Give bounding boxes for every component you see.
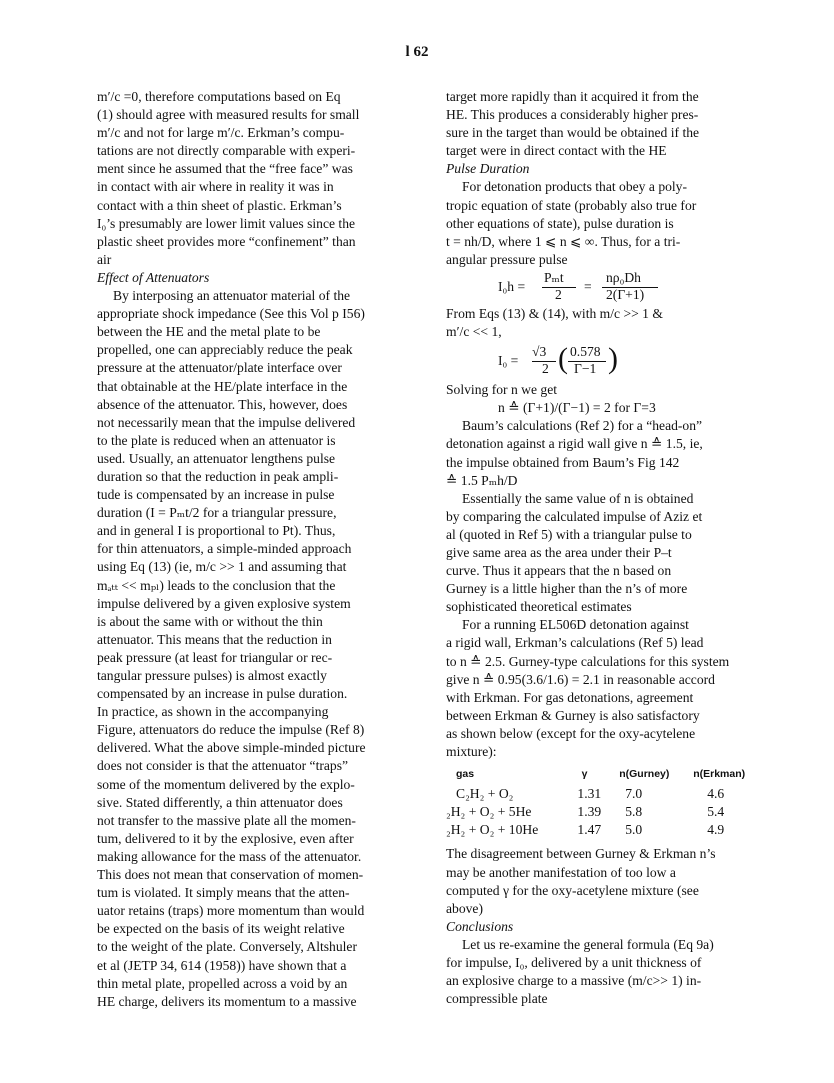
right-column — [446, 88, 768, 1008]
text-line: between Erkman & Gurney is also satisfactory — [446, 707, 700, 723]
text-line: absence of the attenuator. This, however, does — [97, 396, 348, 412]
text-line: to n ≙ 2.5. Gurney-type calculations for this system — [446, 653, 730, 669]
text-line: m′/c and not for large m′/c. Erkman’s compu- — [97, 125, 345, 141]
equation-impulse-pulse — [446, 269, 768, 305]
text-line: an explosive charge to a massive (m/c>> 1) in- — [446, 973, 702, 989]
text-line: pressure at the attenuator/plate interface over — [97, 360, 342, 376]
text-line: using Eq (13) (ie, m/c >> 1 and assuming that — [97, 559, 347, 575]
text-line: for impulse, I₀, delivered by a unit thickness of — [446, 955, 702, 971]
text-line: used. Usually, an attenuator lengthens pulse — [97, 450, 336, 466]
text-line: tum is violated. It simply means that the atten- — [97, 885, 350, 901]
text-line: Baum’s calculations (Ref 2) for a “head-on” — [462, 418, 703, 434]
text-line: sophisticated theoretical estimates — [446, 599, 632, 615]
text-line: tations are not directly comparable with experi- — [97, 143, 356, 159]
text-line: does not consider is that the attenuator “traps” — [97, 758, 349, 774]
eq-denominator: 2(Γ+1) — [606, 286, 645, 302]
text-line: Let us re-examine the general formula (Eq 9a) — [462, 936, 714, 952]
cell-n-gurney: 5.0 — [625, 822, 643, 838]
text-line: tangular pressure pulses) is almost exactly — [97, 668, 327, 683]
text-line: sive. Stated differently, a thin attenuator does — [97, 794, 343, 810]
text-line: as shown below (except for the oxy-acytelene — [446, 725, 696, 741]
text-line: making allowance for the mass of the attenuator. — [97, 848, 362, 864]
text-line: angular pressure pulse — [446, 251, 568, 267]
cell-gamma: 1.47 — [577, 822, 602, 838]
cell-gas: ₂H₂ + O₂ + 5He — [446, 804, 532, 820]
text-line: peak pressure (at least for triangular or rec- — [97, 649, 333, 665]
text-line: I₀’s presumably are lower limit values since the — [97, 215, 356, 231]
text-line: (1) should agree with measured results for small — [97, 107, 360, 123]
text-line: For detonation products that obey a poly- — [462, 179, 688, 195]
text-line: give n ≙ 0.95(3.6/1.6) = 2.1 in reasonable accord — [446, 671, 715, 687]
eq-denominator: 2 — [555, 286, 562, 302]
text-line: Gurney is a little higher than the n’s of more — [446, 581, 688, 597]
eq-lhs: I₀ = — [498, 353, 519, 369]
eq-numerator: 0.578 — [570, 344, 601, 360]
text-line: target more rapidly than it acquired it from the — [446, 89, 699, 104]
gas-detonation-table — [446, 765, 768, 839]
text-line: al (quoted in Ref 5) with a triangular pulse to — [446, 526, 692, 542]
text-line: not transfer to the massive plate all the momen- — [97, 812, 356, 828]
cell-n-erkman: 4.6 — [707, 786, 725, 802]
text-line: a rigid wall, Erkman’s calculations (Ref 5) lead — [446, 635, 704, 651]
cell-n-gurney: 7.0 — [625, 786, 643, 802]
text-line: to the weight of the plate. Conversely, Altshuler — [97, 939, 357, 955]
eq-equals: = — [584, 278, 592, 294]
table-row — [446, 821, 768, 839]
text-line: that obtainable at the HE/plate interface in the — [97, 378, 348, 394]
text-line: compressible plate — [446, 991, 548, 1007]
text-line: target were in direct contact with the HE — [446, 143, 667, 159]
text-line: duration (I = Pₘt/2 for a triangular pressure, — [97, 505, 337, 521]
col-header-gas: gas — [456, 768, 475, 781]
text-line: HE. This produces a considerably higher pres- — [446, 107, 699, 123]
text-line: thin metal plate, propelled across a void by an — [97, 975, 348, 991]
text-line: and in general I is proportional to Pt). Thus, — [97, 523, 336, 539]
col-header-n-erkman: n(Erkman) — [693, 768, 746, 781]
text-line: above) — [446, 900, 483, 916]
cell-n-erkman: 5.4 — [707, 804, 725, 820]
text-line: For a running EL506D detonation against — [462, 617, 689, 633]
text-line: sure in the target than would be obtained if the — [446, 125, 700, 141]
section-heading-conclusions: Conclusions — [446, 918, 514, 934]
text-line: mₐₜₜ << mₚₗ) leads to the conclusion that the — [97, 577, 336, 593]
table-row — [446, 803, 768, 821]
text-line: the impulse obtained from Baum’s Fig 142 — [446, 454, 680, 470]
equation-impulse-gamma: I₀ = √3 2 ( 0.578 Γ−1 ) — [446, 341, 768, 381]
cell-gamma: 1.39 — [577, 804, 602, 820]
text-line: HE charge, delivers its momentum to a massive — [97, 993, 357, 1009]
col-header-gamma: γ — [581, 768, 588, 781]
text-line: m′/c << 1, — [446, 324, 502, 340]
cell-gamma: 1.31 — [577, 786, 602, 802]
text-line: be expected on the basis of its weight relative — [97, 921, 345, 937]
text-line: with Erkman. For gas detonations, agreement — [446, 689, 694, 705]
text-line: some of the momentum delivered by the explo- — [97, 776, 355, 792]
text-line: et al (JETP 34, 614 (1958)) have shown that a — [97, 957, 347, 973]
eq-lhs: I₀h = — [498, 278, 526, 294]
text-line: propelled, one can appreciably reduce the peak — [97, 342, 353, 358]
text-line: ≙ 1.5 Pₘh/D — [446, 472, 518, 488]
page-number: l 62 — [405, 44, 429, 60]
text-line: uator retains (traps) more momentum than would — [97, 903, 365, 919]
eq-sqrt: √3 — [532, 344, 547, 360]
table-row — [446, 785, 768, 803]
text-line: m′/c =0, therefore computations based on Eq — [97, 89, 341, 104]
text-line: appropriate shock impedance (See this Vol p I56) — [97, 306, 365, 322]
text-line: attenuator. This means that the reduction in — [97, 631, 332, 647]
text-line: tum, delivered to it by the explosive, even after — [97, 830, 354, 846]
text-line: From Eqs (13) & (14), with m/c >> 1 & — [446, 305, 663, 321]
text-line: ment since he assumed that the “free face” was — [97, 161, 353, 177]
text-line: tude is compensated by an increase in pulse — [97, 487, 335, 503]
equation-n: n ≙ (Γ+1)/(Γ−1) = 2 for Γ=3 — [498, 400, 656, 416]
eq-denominator: 2 — [542, 361, 549, 377]
text-line: curve. Thus it appears that the n based on — [446, 563, 672, 579]
text-line: give same area as the area under their P–t — [446, 544, 672, 560]
left-column — [97, 88, 409, 1011]
text-line: detonation against a rigid wall give n ≙ 1.5, ie, — [446, 436, 703, 452]
text-line: by comparing the calculated impulse of Aziz et — [446, 508, 703, 524]
cell-gas: ₂H₂ + O₂ + 10He — [446, 822, 539, 838]
col-header-n-gurney: n(Gurney) — [619, 768, 670, 781]
text-line: Figure, attenuators do reduce the impulse (Ref 8) — [97, 722, 365, 738]
eq-numerator: nρ₀Dh — [606, 269, 641, 285]
text-line: The disagreement between Gurney & Erkman n’s — [446, 846, 716, 862]
text-line: may be another manifestation of too low a — [446, 864, 676, 880]
text-line: mixture): — [446, 744, 497, 759]
cell-n-gurney: 5.8 — [625, 804, 643, 820]
section-heading-pulse-duration: Pulse Duration — [446, 161, 530, 177]
text-line: contact with a thin sheet of plastic. Erkman’s — [97, 197, 342, 213]
text-line: is about the same with or without the thin — [97, 613, 323, 629]
text-line: t = nh/D, where 1 ⩽ n ⩽ ∞. Thus, for a tri- — [446, 233, 681, 249]
text-line: This does not mean that conservation of momen- — [97, 867, 364, 883]
text-line: to the plate is reduced when an attenuator is — [97, 432, 336, 448]
text-line: delivered. What the above simple-minded picture — [97, 740, 366, 756]
table-header-row — [446, 765, 768, 785]
text-line: Essentially the same value of n is obtained — [462, 490, 694, 506]
text-line: other equations of state), pulse duration is — [446, 215, 674, 231]
text-line: for thin attenuators, a simple-minded approach — [97, 541, 352, 557]
text-line: compensated by an increase in pulse duration. — [97, 686, 348, 702]
text-line: Solving for n we get — [446, 382, 558, 398]
eq-numerator: Pₘt — [544, 269, 564, 285]
text-line: impulse delivered by a given explosive system — [97, 595, 351, 611]
text-line: plastic sheet provides more “confinement” than — [97, 233, 356, 249]
text-line: computed γ for the oxy-acetylene mixture (see — [446, 882, 699, 898]
text-line: By interposing an attenuator material of the — [113, 288, 351, 304]
text-line: tropic equation of state (probably also true for — [446, 197, 697, 213]
eq-denominator: Γ−1 — [574, 361, 597, 377]
text-line: in contact with air where in reality it was in — [97, 179, 334, 195]
text-line: air — [97, 251, 112, 267]
cell-n-erkman: 4.9 — [707, 822, 725, 838]
text-line: not necessarily mean that the impulse delivered — [97, 414, 356, 430]
cell-gas: C₂H₂ + O₂ — [456, 786, 514, 802]
section-heading-attenuators: Effect of Attenuators — [97, 269, 210, 285]
text-line: between the HE and the metal plate to be — [97, 324, 321, 340]
text-line: duration so that the reduction in peak ampli- — [97, 468, 339, 484]
text-line: In practice, as shown in the accompanying — [97, 704, 329, 720]
